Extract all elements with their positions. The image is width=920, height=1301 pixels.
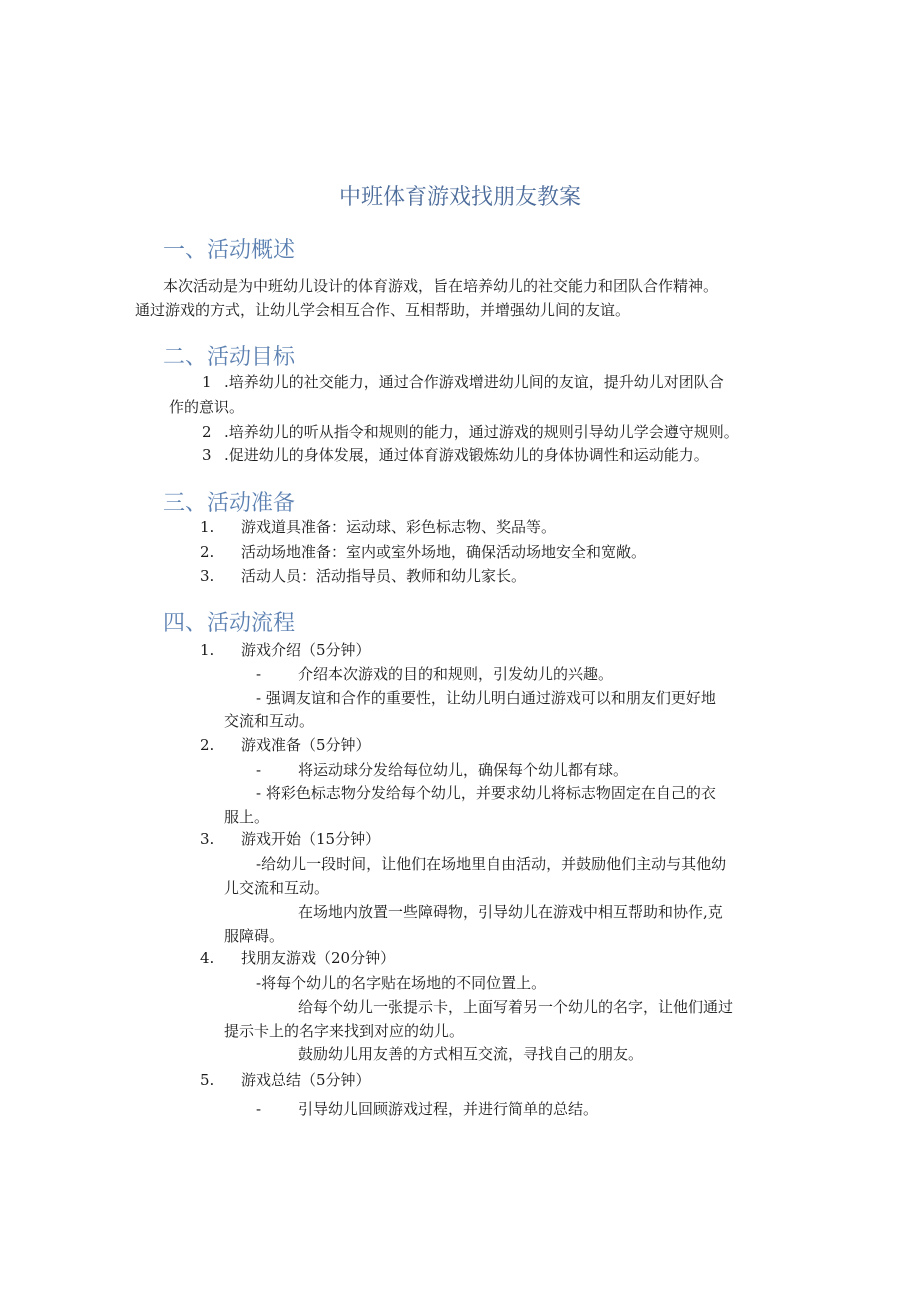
step-title: 游戏准备（5分钟）	[241, 736, 371, 754]
step-detail-continued: 儿交流和互动。	[224, 879, 330, 897]
step-detail: - 将彩色标志物分发给每个幼儿，并要求幼儿将标志物固定在自己的衣	[256, 784, 716, 802]
prep-text: 游戏道具准备：运动球、彩色标志物、奖品等。	[241, 518, 557, 536]
goal-text: .培养幼儿的听从指令和规则的能力，通过游戏的规则引导幼儿学会遵守规则。	[224, 423, 739, 441]
step-number: 4.	[200, 949, 215, 967]
bullet-dash: -	[256, 665, 262, 683]
section-heading-goals: 二、活动目标	[163, 345, 296, 370]
step-detail-continued: 交流和互动。	[224, 712, 315, 730]
goal-text-continued: 作的意识。	[169, 398, 245, 416]
section-heading-preparation: 三、活动准备	[163, 491, 296, 516]
step-title: 游戏开始（15分钟）	[241, 830, 381, 848]
step-title: 游戏介绍（5分钟）	[241, 641, 371, 659]
step-detail: 给每个幼儿一张提示卡，上面写着另一个幼儿的名字，让他们通过	[298, 998, 734, 1016]
prep-number: 2.	[200, 543, 215, 561]
prep-text: 活动人员：活动指导员、教师和幼儿家长。	[241, 567, 527, 585]
overview-paragraph-line-1: 本次活动是为中班幼儿设计的体育游戏，旨在培养幼儿的社交能力和团队合作精神。	[163, 277, 719, 295]
step-detail: 将运动球分发给每位幼儿，确保每个幼儿都有球。	[298, 761, 629, 779]
overview-paragraph-line-2: 通过游戏的方式，让幼儿学会相互合作、互相帮助，并增强幼儿间的友谊。	[135, 301, 631, 319]
section-heading-overview: 一、活动概述	[163, 238, 296, 263]
goal-text: .促进幼儿的身体发展，通过体育游戏锻炼幼儿的身体协调性和运动能力。	[224, 446, 709, 464]
step-number: 5.	[200, 1071, 215, 1089]
step-detail: 在场地内放置一些障碍物，引导幼儿在游戏中相互帮助和协作,克	[298, 903, 723, 921]
step-number: 1.	[200, 641, 215, 659]
goal-text: .培养幼儿的社交能力，通过合作游戏增进幼儿间的友谊，提升幼儿对团队合	[224, 373, 724, 391]
goal-number: 2	[202, 423, 212, 441]
step-detail: 引导幼儿回顾游戏过程，并进行简单的总结。	[298, 1100, 599, 1118]
goal-number: 3	[202, 446, 212, 464]
step-detail: -将每个幼儿的名字贴在场地的不同位置上。	[256, 974, 547, 992]
bullet-dash: -	[256, 1100, 262, 1118]
step-number: 3.	[200, 830, 215, 848]
step-detail: -给幼儿一段时间，让他们在场地里自由活动，并鼓励他们主动与其他幼	[256, 855, 727, 873]
step-detail-continued: 服上。	[224, 808, 270, 826]
step-title: 游戏总结（5分钟）	[241, 1071, 371, 1089]
step-number: 2.	[200, 736, 215, 754]
prep-number: 1.	[200, 518, 215, 536]
prep-text: 活动场地准备：室内或室外场地，确保活动场地安全和宽敞。	[241, 543, 647, 561]
step-detail: 介绍本次游戏的目的和规则，引发幼儿的兴趣。	[298, 665, 614, 683]
step-detail: 鼓励幼儿用友善的方式相互交流，寻找自己的朋友。	[298, 1045, 644, 1063]
goal-number: 1	[202, 373, 212, 391]
prep-number: 3.	[200, 567, 215, 585]
step-detail: - 强调友谊和合作的重要性，让幼儿明白通过游戏可以和朋友们更好地	[256, 689, 716, 707]
bullet-dash: -	[256, 761, 262, 779]
document-title: 中班体育游戏找朋友教案	[338, 185, 581, 210]
step-detail-continued: 服障碍。	[224, 927, 285, 945]
section-heading-process: 四、活动流程	[163, 611, 296, 636]
step-title: 找朋友游戏（20分钟）	[241, 949, 396, 967]
step-detail-continued: 提示卡上的名字来找到对应的幼儿。	[224, 1022, 465, 1040]
